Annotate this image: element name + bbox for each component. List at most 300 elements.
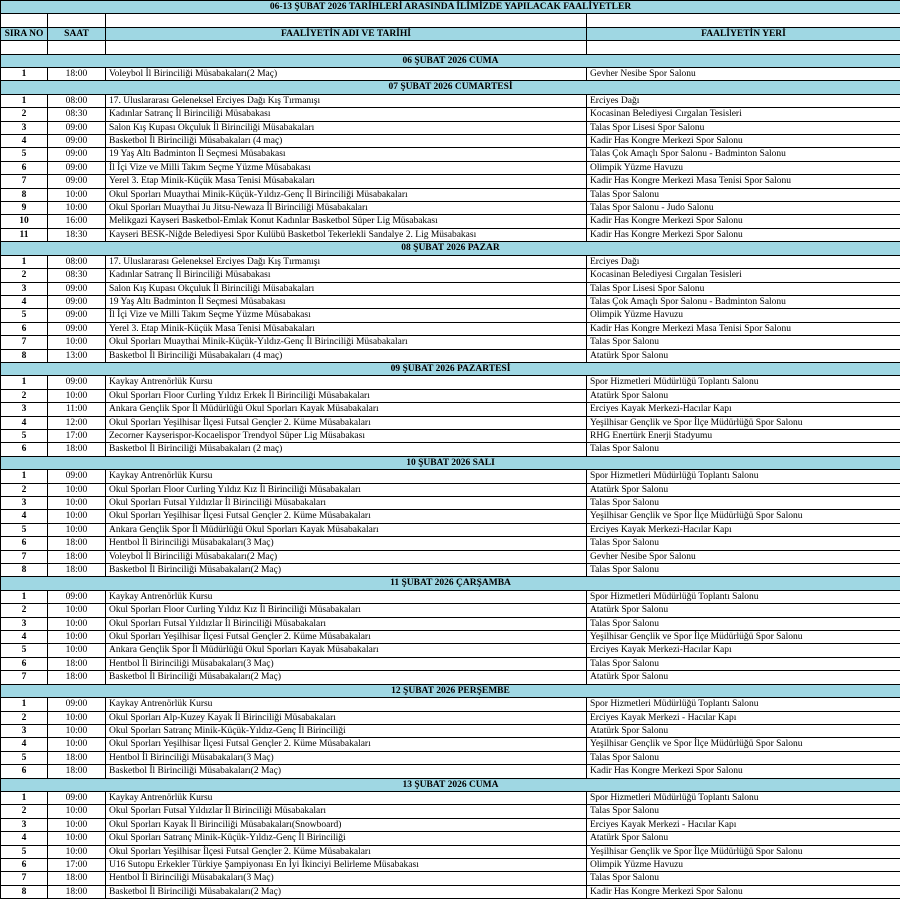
row-sira-no: 3 bbox=[1, 617, 48, 630]
row-sira-no: 3 bbox=[1, 818, 48, 831]
row-saat: 09:00 bbox=[48, 295, 106, 308]
row-faaliyet-adi: Okul Sporları Yeşilhisar İlçesi Futsal Gençler 2. Küme Müsabakaları bbox=[106, 416, 587, 429]
row-faaliyet-adi: Okul Sporları Floor Curling Yıldız Kız İl Birinciliği Müsabakaları bbox=[106, 604, 587, 617]
row-faaliyet-yeri: Talas Spor Salonu - Judo Salonu bbox=[587, 202, 900, 215]
row-faaliyet-yeri: Kocasinan Belediyesi Cırgalan Tesisleri bbox=[587, 108, 900, 121]
row-faaliyet-adi: Hentbol İl Birinciliği Müsabakaları(3 Maç) bbox=[106, 872, 587, 885]
row-sira-no: 2 bbox=[1, 389, 48, 402]
row-faaliyet-adi: Zecorner Kayserispor-Kocaelispor Trendyol Süper Lig Müsabakası bbox=[106, 429, 587, 442]
row-faaliyet-yeri: Erciyes Dağı bbox=[587, 255, 900, 268]
row-saat: 09:00 bbox=[48, 121, 106, 134]
row-saat: 09:00 bbox=[48, 791, 106, 804]
row-faaliyet-yeri: Kadir Has Kongre Merkezi Masa Tenisi Spor Salonu bbox=[587, 322, 900, 335]
row-saat: 10:00 bbox=[48, 202, 106, 215]
table-row bbox=[1, 617, 900, 630]
row-faaliyet-adi: Okul Sporları Muaythai Minik-Küçük-Yıldız-Genç İl Birinciliği Müsabakaları bbox=[106, 336, 587, 349]
table-row bbox=[1, 389, 900, 402]
row-saat: 10:00 bbox=[48, 631, 106, 644]
table-row bbox=[1, 537, 900, 550]
row-sira-no: 1 bbox=[1, 470, 48, 483]
row-saat: 18:00 bbox=[48, 885, 106, 898]
row-saat: 18:00 bbox=[48, 537, 106, 550]
row-faaliyet-yeri: Talas Spor Salonu bbox=[587, 805, 900, 818]
row-faaliyet-yeri: Talas Çok Amaçlı Spor Salonu - Badminton Salonu bbox=[587, 295, 900, 308]
row-saat: 08:00 bbox=[48, 94, 106, 107]
table-row bbox=[1, 604, 900, 617]
row-saat: 10:00 bbox=[48, 497, 106, 510]
row-sira-no: 6 bbox=[1, 443, 48, 456]
row-faaliyet-adi: İl İçi Vize ve Milli Takım Seçme Yüzme Müsabakası bbox=[106, 309, 587, 322]
row-faaliyet-adi: Okul Sporları Floor Curling Yıldız Kız İl Birinciliği Müsabakaları bbox=[106, 483, 587, 496]
table-row bbox=[1, 858, 900, 871]
row-faaliyet-yeri: Atatürk Spor Salonu bbox=[587, 671, 900, 684]
row-saat: 08:30 bbox=[48, 269, 106, 282]
row-sira-no: 2 bbox=[1, 108, 48, 121]
table-row bbox=[1, 631, 900, 644]
row-sira-no: 7 bbox=[1, 671, 48, 684]
row-saat: 11:00 bbox=[48, 403, 106, 416]
row-faaliyet-adi: Okul Sporları Kayak İl Birinciliği Müsabakaları(Snowboard) bbox=[106, 818, 587, 831]
row-sira-no: 1 bbox=[1, 376, 48, 389]
header-saat: SAAT bbox=[48, 27, 106, 40]
row-faaliyet-adi: Hentbol İl Birinciliği Müsabakaları(3 Maç) bbox=[106, 751, 587, 764]
day-header-row bbox=[1, 362, 900, 375]
row-faaliyet-adi: Yerel 3. Etap Minik-Küçük Masa Tenisi Müsabakaları bbox=[106, 322, 587, 335]
table-row bbox=[1, 349, 900, 362]
table-row bbox=[1, 671, 900, 684]
table-row bbox=[1, 724, 900, 737]
day-header-row bbox=[1, 456, 900, 469]
row-sira-no: 6 bbox=[1, 537, 48, 550]
blank-row bbox=[1, 14, 900, 27]
table-row bbox=[1, 791, 900, 804]
row-faaliyet-adi: Voleybol İl Birinciliği Müsabakaları(2 Maç) bbox=[106, 68, 587, 81]
row-saat: 09:00 bbox=[48, 376, 106, 389]
row-faaliyet-yeri: Talas Spor Salonu bbox=[587, 188, 900, 201]
row-sira-no: 5 bbox=[1, 751, 48, 764]
row-saat: 18:00 bbox=[48, 765, 106, 778]
row-faaliyet-yeri: Atatürk Spor Salonu bbox=[587, 483, 900, 496]
row-faaliyet-yeri: Talas Spor Salonu bbox=[587, 537, 900, 550]
row-faaliyet-adi: İl İçi Vize ve Milli Takım Seçme Yüzme Müsabakası bbox=[106, 161, 587, 174]
row-faaliyet-adi: Kadınlar Satranç İl Birinciliği Müsabakası bbox=[106, 108, 587, 121]
row-saat: 17:00 bbox=[48, 429, 106, 442]
row-saat: 18:00 bbox=[48, 751, 106, 764]
row-saat: 10:00 bbox=[48, 483, 106, 496]
row-faaliyet-adi: Ankara Gençlik Spor İl Müdürlüğü Okul Sporları Kayak Müsabakaları bbox=[106, 523, 587, 536]
row-faaliyet-adi: Okul Sporları Yeşilhisar İlçesi Futsal Gençler 2. Küme Müsabakaları bbox=[106, 631, 587, 644]
row-sira-no: 6 bbox=[1, 322, 48, 335]
day-label: 10 ŞUBAT 2026 SALI bbox=[1, 456, 900, 469]
row-sira-no: 1 bbox=[1, 698, 48, 711]
row-faaliyet-adi: 17. Uluslararası Geleneksel Erciyes Dağı Kış Tırmanışı bbox=[106, 94, 587, 107]
row-sira-no: 3 bbox=[1, 121, 48, 134]
day-header-row bbox=[1, 54, 900, 67]
row-sira-no: 1 bbox=[1, 255, 48, 268]
table-row bbox=[1, 698, 900, 711]
row-sira-no: 4 bbox=[1, 135, 48, 148]
row-sira-no: 4 bbox=[1, 631, 48, 644]
row-faaliyet-adi: Kaykay Antrenörlük Kursu bbox=[106, 470, 587, 483]
table-row bbox=[1, 269, 900, 282]
row-sira-no: 5 bbox=[1, 429, 48, 442]
row-faaliyet-yeri: Erciyes Dağı bbox=[587, 94, 900, 107]
row-sira-no: 4 bbox=[1, 510, 48, 523]
activities-table-body bbox=[1, 1, 900, 899]
table-row bbox=[1, 108, 900, 121]
row-sira-no: 4 bbox=[1, 738, 48, 751]
row-sira-no: 11 bbox=[1, 228, 48, 241]
row-sira-no: 6 bbox=[1, 765, 48, 778]
row-saat: 18:00 bbox=[48, 564, 106, 577]
row-faaliyet-yeri: Gevher Nesibe Spor Salonu bbox=[587, 550, 900, 563]
row-faaliyet-adi: Okul Sporları Yeşilhisar İlçesi Futsal Gençler 2. Küme Müsabakaları bbox=[106, 738, 587, 751]
row-saat: 17:00 bbox=[48, 858, 106, 871]
table-row bbox=[1, 228, 900, 241]
row-faaliyet-yeri: Atatürk Spor Salonu bbox=[587, 724, 900, 737]
row-saat: 18:00 bbox=[48, 657, 106, 670]
table-row bbox=[1, 175, 900, 188]
row-faaliyet-adi: Kadınlar Satranç İl Birinciliği Müsabakası bbox=[106, 269, 587, 282]
table-row bbox=[1, 564, 900, 577]
row-faaliyet-yeri: Spor Hizmetleri Müdürlüğü Toplantı Salonu bbox=[587, 590, 900, 603]
row-sira-no: 4 bbox=[1, 416, 48, 429]
table-row bbox=[1, 818, 900, 831]
row-saat: 10:00 bbox=[48, 845, 106, 858]
row-faaliyet-adi: Basketbol İl Birinciliği Müsabakaları (4 maç) bbox=[106, 349, 587, 362]
row-faaliyet-yeri: Talas Spor Lisesi Spor Salonu bbox=[587, 282, 900, 295]
row-faaliyet-adi: Basketbol İl Birinciliği Müsabakaları(2 Maç) bbox=[106, 671, 587, 684]
row-sira-no: 2 bbox=[1, 269, 48, 282]
column-header-row bbox=[1, 27, 900, 40]
row-faaliyet-adi: Ankara Gençlik Spor İl Müdürlüğü Okul Sporları Kayak Müsabakaları bbox=[106, 403, 587, 416]
row-faaliyet-yeri: Yeşilhisar Gençlik ve Spor İlçe Müdürlüğü Spor Salonu bbox=[587, 738, 900, 751]
row-saat: 09:00 bbox=[48, 309, 106, 322]
row-faaliyet-yeri: Kadir Has Kongre Merkezi Spor Salonu bbox=[587, 215, 900, 228]
row-sira-no: 5 bbox=[1, 523, 48, 536]
row-sira-no: 5 bbox=[1, 148, 48, 161]
day-header-row bbox=[1, 81, 900, 94]
row-sira-no: 1 bbox=[1, 94, 48, 107]
row-faaliyet-adi: Okul Sporları Futsal Yıldızlar İl Birinciliği Müsabakaları bbox=[106, 805, 587, 818]
row-saat: 09:00 bbox=[48, 161, 106, 174]
row-saat: 10:00 bbox=[48, 604, 106, 617]
row-sira-no: 6 bbox=[1, 858, 48, 871]
table-row bbox=[1, 805, 900, 818]
table-row bbox=[1, 188, 900, 201]
row-faaliyet-yeri: Yeşilhisar Gençlik ve Spor İlçe Müdürlüğü Spor Salonu bbox=[587, 631, 900, 644]
row-sira-no: 2 bbox=[1, 604, 48, 617]
row-faaliyet-adi: Hentbol İl Birinciliği Müsabakaları(3 Maç) bbox=[106, 657, 587, 670]
row-faaliyet-adi: Okul Sporları Futsal Yıldızlar İl Birinciliği Müsabakaları bbox=[106, 497, 587, 510]
day-header-row bbox=[1, 778, 900, 791]
table-row bbox=[1, 282, 900, 295]
row-saat: 13:00 bbox=[48, 349, 106, 362]
row-faaliyet-yeri: Talas Spor Salonu bbox=[587, 872, 900, 885]
day-label: 07 ŞUBAT 2026 CUMARTESİ bbox=[1, 81, 900, 94]
day-label: 09 ŞUBAT 2026 PAZARTESİ bbox=[1, 362, 900, 375]
row-saat: 10:00 bbox=[48, 724, 106, 737]
row-faaliyet-adi: Okul Sporları Alp-Kuzey Kayak İl Birinciliği Müsabakaları bbox=[106, 711, 587, 724]
table-row bbox=[1, 135, 900, 148]
row-faaliyet-yeri: Olimpik Yüzme Havuzu bbox=[587, 161, 900, 174]
day-label: 08 ŞUBAT 2026 PAZAR bbox=[1, 242, 900, 255]
row-saat: 09:00 bbox=[48, 282, 106, 295]
row-faaliyet-adi: Okul Sporları Muaythai Minik-Küçük-Yıldız-Genç İl Birinciliği Müsabakaları bbox=[106, 188, 587, 201]
row-faaliyet-yeri: Erciyes Kayak Merkezi-Hacılar Kapı bbox=[587, 403, 900, 416]
row-sira-no: 3 bbox=[1, 282, 48, 295]
row-saat: 16:00 bbox=[48, 215, 106, 228]
row-sira-no: 7 bbox=[1, 872, 48, 885]
row-faaliyet-yeri: Atatürk Spor Salonu bbox=[587, 349, 900, 362]
day-label: 13 ŞUBAT 2026 CUMA bbox=[1, 778, 900, 791]
row-faaliyet-yeri: RHG Enertürk Enerji Stadyumu bbox=[587, 429, 900, 442]
row-sira-no: 5 bbox=[1, 644, 48, 657]
row-sira-no: 3 bbox=[1, 497, 48, 510]
header-faaliyet-yeri: FAALİYETİN YERİ bbox=[587, 27, 900, 40]
row-faaliyet-yeri: Kadir Has Kongre Merkezi Spor Salonu bbox=[587, 228, 900, 241]
row-faaliyet-adi: 19 Yaş Altı Badminton İl Seçmesi Müsabakası bbox=[106, 148, 587, 161]
row-sira-no: 5 bbox=[1, 309, 48, 322]
row-saat: 18:00 bbox=[48, 68, 106, 81]
table-row bbox=[1, 885, 900, 898]
row-saat: 09:00 bbox=[48, 590, 106, 603]
table-row bbox=[1, 215, 900, 228]
table-row bbox=[1, 403, 900, 416]
table-row bbox=[1, 295, 900, 308]
row-faaliyet-yeri: Yeşilhisar Gençlik ve Spor İlçe Müdürlüğü Spor Salonu bbox=[587, 510, 900, 523]
row-faaliyet-adi: Salon Kış Kupası Okçuluk İl Birinciliği Müsabakaları bbox=[106, 121, 587, 134]
row-sira-no: 7 bbox=[1, 550, 48, 563]
header-faaliyet-adi: FAALİYETİN ADI VE TARİHİ bbox=[106, 27, 587, 40]
row-faaliyet-yeri: Spor Hizmetleri Müdürlüğü Toplantı Salonu bbox=[587, 376, 900, 389]
row-saat: 09:00 bbox=[48, 175, 106, 188]
row-faaliyet-yeri: Erciyes Kayak Merkezi - Hacılar Kapı bbox=[587, 818, 900, 831]
row-faaliyet-yeri: Talas Spor Salonu bbox=[587, 336, 900, 349]
row-sira-no: 3 bbox=[1, 403, 48, 416]
row-faaliyet-adi: Ankara Gençlik Spor İl Müdürlüğü Okul Sporları Kayak Müsabakaları bbox=[106, 644, 587, 657]
row-saat: 10:00 bbox=[48, 644, 106, 657]
row-faaliyet-adi: Okul Sporları Floor Curling Yıldız Erkek İl Birinciliği Müsabakaları bbox=[106, 389, 587, 402]
row-faaliyet-adi: Okul Sporları Yeşilhisar İlçesi Futsal Gençler 2. Küme Müsabakaları bbox=[106, 510, 587, 523]
row-saat: 18:00 bbox=[48, 550, 106, 563]
row-faaliyet-adi: Basketbol İl Birinciliği Müsabakaları (2 maç) bbox=[106, 443, 587, 456]
row-faaliyet-yeri: Talas Spor Salonu bbox=[587, 657, 900, 670]
row-saat: 10:00 bbox=[48, 617, 106, 630]
row-faaliyet-adi: U16 Sutopu Erkekler Türkiye Şampiyonası En İyi İkinciyi Belirleme Müsabakası bbox=[106, 858, 587, 871]
row-saat: 08:30 bbox=[48, 108, 106, 121]
row-sira-no: 1 bbox=[1, 791, 48, 804]
day-label: 06 ŞUBAT 2026 CUMA bbox=[1, 54, 900, 67]
row-saat: 10:00 bbox=[48, 818, 106, 831]
row-faaliyet-yeri: Kadir Has Kongre Merkezi Spor Salonu bbox=[587, 135, 900, 148]
blank-row bbox=[1, 41, 900, 54]
row-sira-no: 8 bbox=[1, 885, 48, 898]
row-faaliyet-yeri: Kadir Has Kongre Merkezi Spor Salonu bbox=[587, 765, 900, 778]
row-saat: 18:00 bbox=[48, 671, 106, 684]
row-faaliyet-yeri: Spor Hizmetleri Müdürlüğü Toplantı Salonu bbox=[587, 698, 900, 711]
row-sira-no: 8 bbox=[1, 349, 48, 362]
row-sira-no: 6 bbox=[1, 657, 48, 670]
row-faaliyet-adi: Hentbol İl Birinciliği Müsabakaları(3 Maç) bbox=[106, 537, 587, 550]
row-faaliyet-adi: Basketbol İl Birinciliği Müsabakaları(2 Maç) bbox=[106, 885, 587, 898]
row-saat: 10:00 bbox=[48, 805, 106, 818]
row-saat: 10:00 bbox=[48, 738, 106, 751]
row-faaliyet-yeri: Spor Hizmetleri Müdürlüğü Toplantı Salonu bbox=[587, 791, 900, 804]
table-row bbox=[1, 416, 900, 429]
row-faaliyet-yeri: Talas Çok Amaçlı Spor Salonu - Badminton Salonu bbox=[587, 148, 900, 161]
row-faaliyet-yeri: Gevher Nesibe Spor Salonu bbox=[587, 68, 900, 81]
row-faaliyet-adi: Kaykay Antrenörlük Kursu bbox=[106, 590, 587, 603]
row-faaliyet-adi: Kaykay Antrenörlük Kursu bbox=[106, 376, 587, 389]
row-saat: 09:00 bbox=[48, 698, 106, 711]
row-saat: 18:00 bbox=[48, 872, 106, 885]
table-row bbox=[1, 590, 900, 603]
table-row bbox=[1, 255, 900, 268]
row-faaliyet-yeri: Olimpik Yüzme Havuzu bbox=[587, 309, 900, 322]
row-faaliyet-yeri: Atatürk Spor Salonu bbox=[587, 832, 900, 845]
table-row bbox=[1, 832, 900, 845]
table-row bbox=[1, 202, 900, 215]
table-row bbox=[1, 738, 900, 751]
row-faaliyet-adi: Kaykay Antrenörlük Kursu bbox=[106, 791, 587, 804]
day-label: 12 ŞUBAT 2026 PERŞEMBE bbox=[1, 684, 900, 697]
row-faaliyet-adi: Okul Sporları Satranç Minik-Küçük-Yıldız-Genç İl Birinciliği bbox=[106, 832, 587, 845]
row-faaliyet-adi: Okul Sporları Futsal Yıldızlar İl Birinciliği Müsabakaları bbox=[106, 617, 587, 630]
table-row bbox=[1, 443, 900, 456]
row-faaliyet-adi: 19 Yaş Altı Badminton İl Seçmesi Müsabakası bbox=[106, 295, 587, 308]
row-sira-no: 9 bbox=[1, 202, 48, 215]
table-row bbox=[1, 121, 900, 134]
row-faaliyet-yeri: Yeşilhisar Gençlik ve Spor İlçe Müdürlüğü Spor Salonu bbox=[587, 845, 900, 858]
table-row bbox=[1, 657, 900, 670]
row-saat: 10:00 bbox=[48, 510, 106, 523]
row-sira-no: 3 bbox=[1, 724, 48, 737]
row-faaliyet-yeri: Talas Spor Salonu bbox=[587, 443, 900, 456]
row-faaliyet-yeri: Erciyes Kayak Merkezi-Hacılar Kapı bbox=[587, 644, 900, 657]
table-row bbox=[1, 68, 900, 81]
table-row bbox=[1, 711, 900, 724]
row-faaliyet-yeri: Erciyes Kayak Merkezi - Hacılar Kapı bbox=[587, 711, 900, 724]
row-sira-no: 10 bbox=[1, 215, 48, 228]
table-row bbox=[1, 94, 900, 107]
table-row bbox=[1, 550, 900, 563]
table-row bbox=[1, 751, 900, 764]
row-sira-no: 5 bbox=[1, 845, 48, 858]
row-saat: 12:00 bbox=[48, 416, 106, 429]
table-row bbox=[1, 765, 900, 778]
day-label: 11 ŞUBAT 2026 ÇARŞAMBA bbox=[1, 577, 900, 590]
row-faaliyet-adi: Voleybol İl Birinciliği Müsabakaları(2 Maç) bbox=[106, 550, 587, 563]
row-faaliyet-adi: Basketbol İl Birinciliği Müsabakaları(2 Maç) bbox=[106, 765, 587, 778]
row-saat: 10:00 bbox=[48, 523, 106, 536]
table-row bbox=[1, 483, 900, 496]
row-faaliyet-adi: Okul Sporları Satranç Minik-Küçük-Yıldız-Genç İl Birinciliği bbox=[106, 724, 587, 737]
page-title: 06-13 ŞUBAT 2026 TARİHLERİ ARASINDA İLİMİZDE YAPILACAK FAALİYETLER bbox=[1, 1, 900, 14]
row-faaliyet-adi: Yerel 3. Etap Minik-Küçük Masa Tenisi Müsabakaları bbox=[106, 175, 587, 188]
row-saat: 10:00 bbox=[48, 336, 106, 349]
row-sira-no: 1 bbox=[1, 68, 48, 81]
row-sira-no: 4 bbox=[1, 832, 48, 845]
row-sira-no: 4 bbox=[1, 295, 48, 308]
table-row bbox=[1, 161, 900, 174]
row-saat: 10:00 bbox=[48, 832, 106, 845]
row-saat: 09:00 bbox=[48, 322, 106, 335]
row-sira-no: 2 bbox=[1, 711, 48, 724]
table-row bbox=[1, 523, 900, 536]
row-faaliyet-adi: Okul Sporları Muaythai Ju Jitsu-Newaza İl Birinciliği Müsabakaları bbox=[106, 202, 587, 215]
row-sira-no: 2 bbox=[1, 805, 48, 818]
table-row bbox=[1, 845, 900, 858]
row-faaliyet-adi: Melikgazi Kayseri Basketbol-Emlak Konut Kadınlar Basketbol Süper Lig Müsabakası bbox=[106, 215, 587, 228]
row-faaliyet-adi: Basketbol İl Birinciliği Müsabakaları(2 Maç) bbox=[106, 564, 587, 577]
row-saat: 09:00 bbox=[48, 148, 106, 161]
row-saat: 18:00 bbox=[48, 443, 106, 456]
row-sira-no: 7 bbox=[1, 175, 48, 188]
table-row bbox=[1, 336, 900, 349]
table-row bbox=[1, 322, 900, 335]
row-saat: 18:30 bbox=[48, 228, 106, 241]
row-sira-no: 2 bbox=[1, 483, 48, 496]
row-faaliyet-yeri: Kocasinan Belediyesi Cırgalan Tesisleri bbox=[587, 269, 900, 282]
table-row bbox=[1, 429, 900, 442]
row-faaliyet-yeri: Atatürk Spor Salonu bbox=[587, 604, 900, 617]
row-saat: 09:00 bbox=[48, 135, 106, 148]
row-faaliyet-yeri: Erciyes Kayak Merkezi-Hacılar Kapı bbox=[587, 523, 900, 536]
title-row bbox=[1, 1, 900, 14]
row-faaliyet-yeri: Talas Spor Salonu bbox=[587, 497, 900, 510]
row-faaliyet-adi: 17. Uluslararası Geleneksel Erciyes Dağı Kış Tırmanışı bbox=[106, 255, 587, 268]
day-header-row bbox=[1, 242, 900, 255]
row-faaliyet-yeri: Spor Hizmetleri Müdürlüğü Toplantı Salonu bbox=[587, 470, 900, 483]
table-row bbox=[1, 148, 900, 161]
row-faaliyet-yeri: Olimpik Yüzme Havuzu bbox=[587, 858, 900, 871]
row-faaliyet-adi: Okul Sporları Yeşilhisar İlçesi Futsal Gençler 2. Küme Müsabakaları bbox=[106, 845, 587, 858]
table-row bbox=[1, 497, 900, 510]
row-faaliyet-yeri: Atatürk Spor Salonu bbox=[587, 389, 900, 402]
row-saat: 10:00 bbox=[48, 711, 106, 724]
row-faaliyet-yeri: Talas Spor Lisesi Spor Salonu bbox=[587, 121, 900, 134]
row-faaliyet-adi: Kayseri BESK-Niğde Belediyesi Spor Kulübü Basketbol Tekerlekli Sandalye 2. Lig Müsabakası bbox=[106, 228, 587, 241]
table-row bbox=[1, 376, 900, 389]
row-saat: 10:00 bbox=[48, 389, 106, 402]
header-sira-no: SIRA NO bbox=[1, 27, 48, 40]
row-sira-no: 6 bbox=[1, 161, 48, 174]
row-saat: 09:00 bbox=[48, 470, 106, 483]
row-saat: 10:00 bbox=[48, 188, 106, 201]
row-faaliyet-yeri: Yeşilhisar Gençlik ve Spor İlçe Müdürlüğü Spor Salonu bbox=[587, 416, 900, 429]
row-faaliyet-yeri: Talas Spor Salonu bbox=[587, 617, 900, 630]
row-faaliyet-adi: Kaykay Antrenörlük Kursu bbox=[106, 698, 587, 711]
table-row bbox=[1, 309, 900, 322]
row-faaliyet-adi: Salon Kış Kupası Okçuluk İl Birinciliği Müsabakaları bbox=[106, 282, 587, 295]
row-sira-no: 8 bbox=[1, 188, 48, 201]
day-header-row bbox=[1, 577, 900, 590]
row-faaliyet-yeri: Kadir Has Kongre Merkezi Masa Tenisi Spor Salonu bbox=[587, 175, 900, 188]
row-faaliyet-adi: Basketbol İl Birinciliği Müsabakaları (4 maç) bbox=[106, 135, 587, 148]
table-row bbox=[1, 644, 900, 657]
table-row bbox=[1, 510, 900, 523]
row-faaliyet-yeri: Talas Spor Salonu bbox=[587, 751, 900, 764]
row-sira-no: 8 bbox=[1, 564, 48, 577]
row-faaliyet-yeri: Talas Spor Salonu bbox=[587, 564, 900, 577]
row-faaliyet-yeri: Kadir Has Kongre Merkezi Spor Salonu bbox=[587, 885, 900, 898]
row-saat: 08:00 bbox=[48, 255, 106, 268]
day-header-row bbox=[1, 684, 900, 697]
row-sira-no: 7 bbox=[1, 336, 48, 349]
table-row bbox=[1, 470, 900, 483]
row-sira-no: 1 bbox=[1, 590, 48, 603]
